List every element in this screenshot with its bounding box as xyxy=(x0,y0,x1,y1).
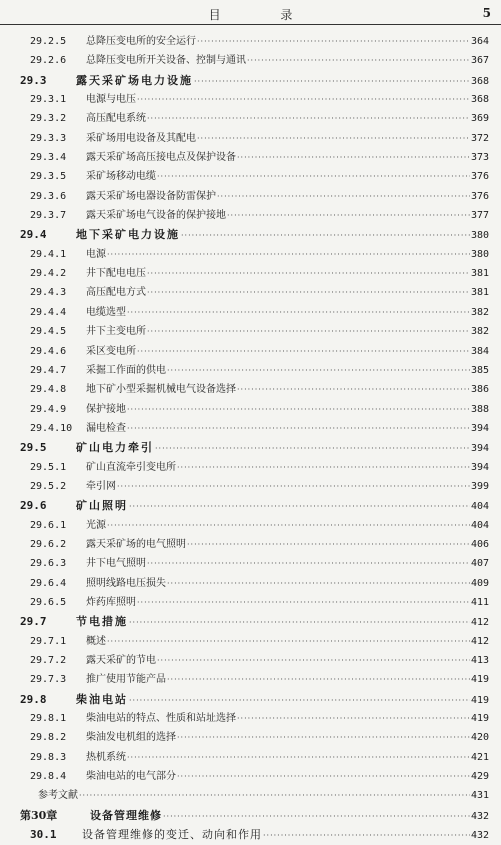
entry-title: 参考文献 xyxy=(38,790,78,802)
entry-number: 30.1 xyxy=(30,828,57,842)
dot-leader xyxy=(147,264,470,283)
entry-title: 光源 xyxy=(86,519,106,531)
toc-entry xyxy=(0,593,501,612)
entry-number: 29.3.7 xyxy=(30,210,67,222)
entry-title: 采矿场用电设备及其配电 xyxy=(86,132,196,144)
entry-title: 照明线路电压损失 xyxy=(86,577,166,589)
entry-page: 406 xyxy=(470,538,489,550)
toc-entry xyxy=(0,516,501,535)
entry-number: 29.3 xyxy=(20,73,47,87)
dot-leader xyxy=(129,497,470,516)
entry-title: 露天采矿场电力设施 xyxy=(76,73,193,87)
entry-number: 29.6.4 xyxy=(30,577,67,589)
entry-title: 矿山照明 xyxy=(76,499,128,513)
dot-leader xyxy=(167,670,470,689)
entry-title: 柴油发电机组的选择 xyxy=(86,732,176,744)
entry-page: 372 xyxy=(470,132,489,144)
toc-entry xyxy=(0,225,501,244)
entry-title: 高压配电系统 xyxy=(86,113,146,125)
toc-entry xyxy=(0,109,501,128)
entry-number: 29.3.5 xyxy=(30,171,67,183)
entry-page: 412 xyxy=(470,635,489,647)
entry-number: 29.7 xyxy=(20,615,47,629)
toc-entry xyxy=(0,245,501,264)
entry-page: 413 xyxy=(470,655,489,666)
toc-entry xyxy=(0,748,501,767)
page-header xyxy=(0,2,501,25)
entry-title: 设备管理维修 xyxy=(90,808,162,822)
entry-number: 29.3.6 xyxy=(30,190,67,202)
toc-entry xyxy=(0,187,501,206)
entry-number: 29.3.1 xyxy=(30,94,67,106)
entry-number: 29.6.3 xyxy=(30,558,67,570)
toc-entry xyxy=(0,283,501,302)
entry-number: 29.3.3 xyxy=(30,132,67,144)
toc-entry xyxy=(0,690,501,709)
toc-entry xyxy=(0,129,501,148)
toc-entry xyxy=(0,32,501,51)
entry-page: 380 xyxy=(470,248,489,260)
toc-entry xyxy=(0,322,501,341)
page-title: 目 录 xyxy=(208,8,321,22)
entry-number: 29.5.2 xyxy=(30,480,67,492)
dot-leader xyxy=(187,535,470,554)
entry-page: 384 xyxy=(470,345,489,357)
dot-leader xyxy=(137,593,470,612)
dot-leader xyxy=(155,439,470,458)
dot-leader xyxy=(177,767,470,786)
page-number: 5 xyxy=(482,6,491,20)
dot-leader xyxy=(247,51,470,70)
entry-page: 431 xyxy=(470,790,489,802)
entry-page: 421 xyxy=(470,751,489,763)
dot-leader xyxy=(79,786,470,805)
entry-title: 炸药库照明 xyxy=(86,596,136,608)
entry-title: 牵引网 xyxy=(86,480,116,492)
dot-leader xyxy=(157,651,470,670)
entry-title: 井下主变电所 xyxy=(86,326,146,338)
dot-leader xyxy=(194,72,470,91)
entry-page: 419 xyxy=(470,713,489,725)
entry-title: 柴油电站的特点、性质和站址选择 xyxy=(86,713,236,725)
dot-leader xyxy=(157,167,470,186)
entry-page: 412 xyxy=(470,617,489,629)
toc-entry xyxy=(0,380,501,399)
entry-page: 368 xyxy=(470,94,489,106)
entry-number: 29.4.10 xyxy=(30,422,73,434)
entry-title: 电源 xyxy=(86,248,106,260)
entry-page: 404 xyxy=(470,501,489,513)
entry-page: 419 xyxy=(470,694,489,706)
toc-entry xyxy=(0,496,501,515)
entry-title: 井下配电电压 xyxy=(86,268,146,280)
entry-page: 377 xyxy=(470,210,489,222)
dot-leader xyxy=(107,632,470,651)
dot-leader xyxy=(107,516,470,535)
entry-title: 概述 xyxy=(86,635,106,647)
entry-title: 推广使用节能产品 xyxy=(86,674,166,686)
entry-page: 367 xyxy=(470,55,489,67)
entry-page: 407 xyxy=(470,558,489,570)
entry-number: 29.8.4 xyxy=(30,771,67,783)
entry-page: 368 xyxy=(470,75,489,87)
dot-leader xyxy=(137,342,470,361)
toc-entry xyxy=(0,71,501,90)
toc-entry xyxy=(0,767,501,786)
entry-page: 404 xyxy=(470,519,489,531)
entry-number: 29.6.5 xyxy=(30,596,67,608)
entry-page: 432 xyxy=(470,810,489,822)
entry-title: 矿山直流牵引变电所 xyxy=(86,461,176,473)
entry-title: 高压配电方式 xyxy=(86,287,146,299)
toc-entry xyxy=(0,51,501,70)
entry-page: 420 xyxy=(470,732,489,744)
toc-entry xyxy=(0,342,501,361)
entry-title: 柴油电站的电气部分 xyxy=(86,771,176,783)
entry-page: 382 xyxy=(470,306,489,318)
entry-title: 热机系统 xyxy=(86,751,126,763)
toc-entry xyxy=(0,632,501,651)
entry-page: 399 xyxy=(470,480,489,492)
dot-leader xyxy=(237,709,470,728)
entry-page: 385 xyxy=(470,364,489,376)
entry-title: 露天采矿场高压接电点及保护设备 xyxy=(86,152,236,164)
entry-page: 411 xyxy=(470,596,489,608)
toc-entry xyxy=(0,786,501,805)
entry-number: 29.8.1 xyxy=(30,713,67,725)
toc-entry xyxy=(0,825,501,844)
entry-title: 保护接地 xyxy=(86,403,126,415)
toc-entry xyxy=(0,458,501,477)
dot-leader xyxy=(137,90,470,109)
entry-number: 29.4.3 xyxy=(30,287,67,299)
entry-number: 29.7.2 xyxy=(30,655,67,666)
entry-number: 29.8.3 xyxy=(30,751,67,763)
entry-title: 采区变电所 xyxy=(86,345,136,357)
entry-title: 节电措施 xyxy=(76,615,128,629)
entry-number: 29.4.2 xyxy=(30,268,67,280)
toc-entry xyxy=(0,670,501,689)
entry-title: 电缆选型 xyxy=(86,306,126,318)
dot-leader xyxy=(217,187,470,206)
entry-number: 29.5 xyxy=(20,441,47,455)
dot-leader xyxy=(197,32,470,51)
entry-page: 381 xyxy=(470,287,489,299)
entry-number: 29.6.2 xyxy=(30,538,67,550)
dot-leader xyxy=(147,283,470,302)
toc-entry xyxy=(0,90,501,109)
entry-number: 29.4.5 xyxy=(30,326,67,338)
dot-leader xyxy=(117,477,470,496)
entry-page: 386 xyxy=(470,384,489,396)
entry-title: 电源与电压 xyxy=(86,94,136,106)
entry-page: 364 xyxy=(470,36,489,47)
entry-number: 29.4.6 xyxy=(30,345,67,357)
dot-leader xyxy=(167,361,470,380)
entry-number: 29.5.1 xyxy=(30,461,67,473)
entry-title: 采矿场移动电缆 xyxy=(86,171,156,183)
entry-title: 地下采矿电力设施 xyxy=(76,228,180,242)
dot-leader xyxy=(167,574,470,593)
dot-leader xyxy=(147,554,470,573)
entry-number: 29.4.4 xyxy=(30,306,67,318)
entry-page: 394 xyxy=(470,461,489,473)
toc-entry xyxy=(0,651,501,670)
dot-leader xyxy=(237,148,470,167)
toc-entry xyxy=(0,303,501,322)
dot-leader xyxy=(177,458,470,477)
entry-title: 露天采矿场电器设备防雷保护 xyxy=(86,190,216,202)
dot-leader xyxy=(107,245,470,264)
entry-page: 388 xyxy=(470,403,489,415)
dot-leader xyxy=(237,380,470,399)
entry-number: 第30章 xyxy=(20,808,58,822)
entry-number: 29.2.6 xyxy=(30,55,67,67)
toc-entry xyxy=(0,477,501,496)
entry-number: 29.6 xyxy=(20,499,47,513)
dot-leader xyxy=(127,400,470,419)
entry-title: 设备管理维修的变迁、动向和作用 xyxy=(82,828,262,842)
entry-page: 376 xyxy=(470,171,489,183)
dot-leader xyxy=(263,826,470,845)
entry-number: 29.4.8 xyxy=(30,384,67,396)
entry-number: 29.2.5 xyxy=(30,36,67,47)
entry-number: 29.3.4 xyxy=(30,152,67,164)
entry-title: 露天采矿场电气设备的保护接地 xyxy=(86,210,226,222)
entry-page: 432 xyxy=(470,830,489,842)
toc-entry xyxy=(0,264,501,283)
entry-page: 409 xyxy=(470,577,489,589)
toc-entry xyxy=(0,419,501,438)
entry-title: 采掘工作面的供电 xyxy=(86,364,166,376)
entry-page: 429 xyxy=(470,771,489,783)
entry-page: 394 xyxy=(470,422,489,434)
entry-number: 29.3.2 xyxy=(30,113,67,125)
toc-entry xyxy=(0,167,501,186)
toc-entry xyxy=(0,361,501,380)
dot-leader xyxy=(147,109,470,128)
entry-title: 地下矿小型采掘机械电气设备选择 xyxy=(86,384,236,396)
entry-number: 29.7.1 xyxy=(30,635,67,647)
table-of-contents xyxy=(0,32,501,844)
entry-title: 露天采矿的节电 xyxy=(86,655,156,666)
entry-number: 29.8.2 xyxy=(30,732,67,744)
entry-number: 29.7.3 xyxy=(30,674,67,686)
entry-number: 29.4 xyxy=(20,228,47,242)
toc-entry xyxy=(0,400,501,419)
entry-title: 矿山电力牵引 xyxy=(76,441,154,455)
dot-leader xyxy=(127,748,470,767)
toc-entry xyxy=(0,709,501,728)
entry-page: 419 xyxy=(470,674,489,686)
toc-entry xyxy=(0,438,501,457)
toc-entry xyxy=(0,612,501,631)
dot-leader xyxy=(147,322,470,341)
entry-number: 29.6.1 xyxy=(30,519,67,531)
entry-page: 394 xyxy=(470,443,489,455)
entry-title: 露天采矿场的电气照明 xyxy=(86,538,186,550)
dot-leader xyxy=(127,303,470,322)
entry-number: 29.8 xyxy=(20,692,47,706)
entry-title: 总降压变电所开关设备、控制与通讯 xyxy=(86,55,246,67)
dot-leader xyxy=(181,226,470,245)
dot-leader xyxy=(129,691,470,710)
entry-number: 29.4.9 xyxy=(30,403,67,415)
toc-entry xyxy=(0,806,501,825)
entry-page: 369 xyxy=(470,113,489,125)
dot-leader xyxy=(129,613,470,632)
entry-page: 380 xyxy=(470,230,489,242)
toc-entry xyxy=(0,535,501,554)
toc-entry xyxy=(0,574,501,593)
entry-title: 总降压变电所的安全运行 xyxy=(86,36,196,47)
dot-leader xyxy=(163,807,470,826)
entry-number: 29.4.1 xyxy=(30,248,67,260)
toc-entry xyxy=(0,554,501,573)
dot-leader xyxy=(227,206,470,225)
dot-leader xyxy=(127,419,470,438)
entry-title: 漏电检查 xyxy=(86,422,126,434)
toc-entry xyxy=(0,206,501,225)
entry-title: 柴油电站 xyxy=(76,692,128,706)
entry-number: 29.4.7 xyxy=(30,364,67,376)
toc-entry xyxy=(0,148,501,167)
entry-title: 井下电气照明 xyxy=(86,558,146,570)
entry-page: 381 xyxy=(470,268,489,280)
dot-leader xyxy=(197,129,470,148)
entry-page: 373 xyxy=(470,152,489,164)
entry-page: 382 xyxy=(470,326,489,338)
entry-page: 376 xyxy=(470,190,489,202)
